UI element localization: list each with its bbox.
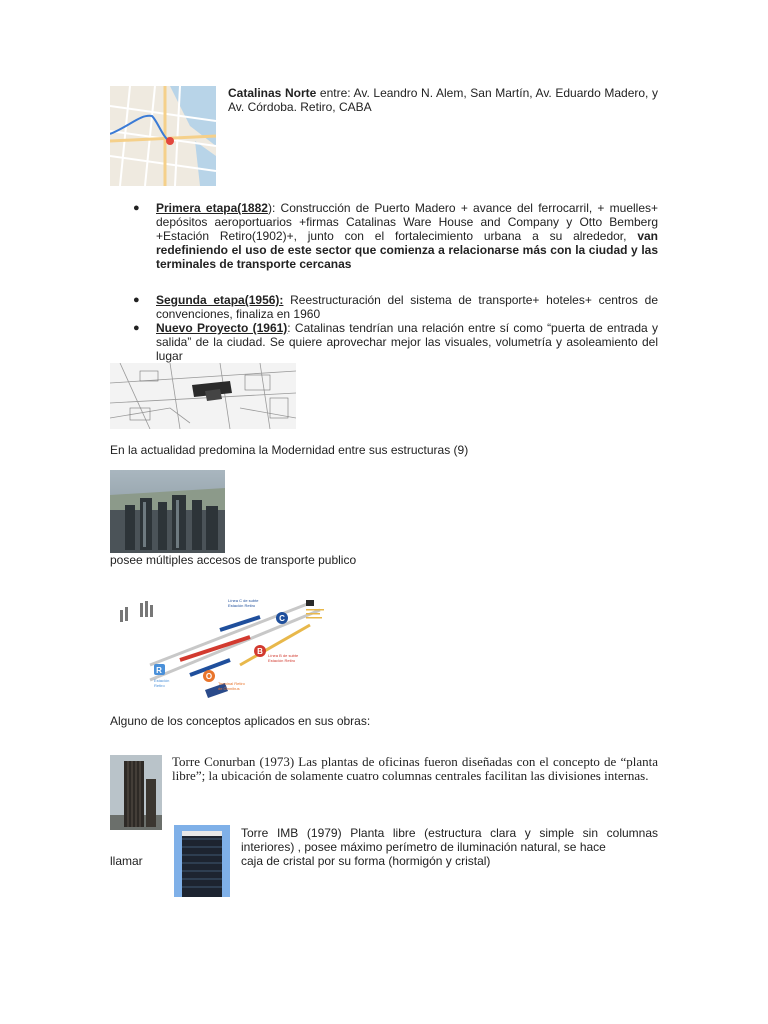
bullet-3: [156, 321, 658, 363]
urban-plan-image: [110, 363, 296, 429]
intro-paragraph: [228, 86, 658, 114]
bullet-1-label-suffix: ): [267, 201, 272, 215]
bullet-1-bold-text: van redefiniendo el uso de este sector que comienza a relacionarse más con la ciudad y las terminales de transporte cercanas: [156, 229, 658, 271]
bullet-1: [156, 201, 658, 271]
torre-conurban-image: [110, 755, 162, 830]
torre-imb-image: [174, 825, 230, 897]
bullet-2-glyph: ●: [133, 294, 140, 306]
line-c-letter: C: [279, 614, 285, 623]
torre-imb-text: Torre IMB (1979) Planta libre (estructura clara y simple sin columnas interiores) , posee máximo perímetro de iluminación natural, se hace: [241, 826, 658, 854]
bullet-2: [156, 293, 658, 321]
bullet-2-label: Segunda etapa(1956):: [156, 293, 284, 307]
r-letter: R: [156, 666, 162, 675]
torre-conurban-text: Torre Conurban (1973) Las plantas de oficinas fueron diseñadas con el concepto de “planta libre”; la ubicación de solamente cuatro columnas centrales facilitan las divisiones internas.: [172, 754, 658, 783]
paragraph-accesos: posee múltiples accesos de transporte publico: [110, 553, 357, 567]
torre-imb-llamar: llamar: [110, 854, 143, 868]
bullet-1-text: : Construcción de Puerto Madero + avance del ferrocarril, + muelles+ depósitos aeroportuarios +firmas Catalinas Ware House and Company y Otto Bemberg +Estación Retiro(1902)+, junto con el fortalecimiento urbana a su alrededor,: [156, 201, 659, 243]
intro-text: entre: Av. Leandro N. Alem, San Martín, Av. Eduardo Madero, y Av. Córdoba. Retiro, CABA: [228, 86, 658, 114]
o-label-2: de Ómnibus: [218, 686, 240, 691]
aerial-photo-image: [110, 470, 225, 553]
transport-diagram-image: [110, 585, 340, 710]
intro-title: Catalinas Norte: [228, 86, 317, 100]
r-label-2: Retiro: [154, 683, 165, 688]
torre-imb-last-line: caja de cristal por su forma (hormigón y cristal): [241, 854, 491, 868]
bullet-3-text: : Catalinas tendrían una relación entre sí como “puerta de entrada y salida” de la ciudad. Se quiere aprovechar mejor las visuales, volumetría y asoleamiento del lugar: [156, 321, 658, 363]
bullet-1-glyph: ●: [133, 202, 140, 214]
line-c-station: Estación Retiro: [228, 603, 256, 608]
o-label-1: Terminal Retiro: [218, 681, 245, 686]
line-b-station: Estación Retiro: [268, 658, 296, 663]
o-letter: O: [205, 672, 213, 681]
location-map-image: [110, 86, 216, 186]
r-label-1: Estación: [154, 678, 170, 683]
bullet-3-label: Nuevo Proyecto (1961): [156, 321, 288, 335]
line-b-letter: B: [257, 647, 263, 656]
bullet-3-glyph: ●: [133, 322, 140, 334]
line-b-label: Línea B de subte: [268, 653, 299, 658]
paragraph-modernidad: En la actualidad predomina la Modernidad entre sus estructuras (9): [110, 443, 469, 457]
paragraph-conceptos: Alguno de los conceptos aplicados en sus obras:: [110, 714, 371, 728]
line-c-label: Línea C de subte: [228, 598, 259, 603]
bullet-2-text: Reestructuración del sistema de transporte+ hoteles+ centros de convenciones, finaliza en 1960: [156, 293, 658, 321]
bullet-1-label: Primera etapa(1882: [156, 201, 268, 215]
